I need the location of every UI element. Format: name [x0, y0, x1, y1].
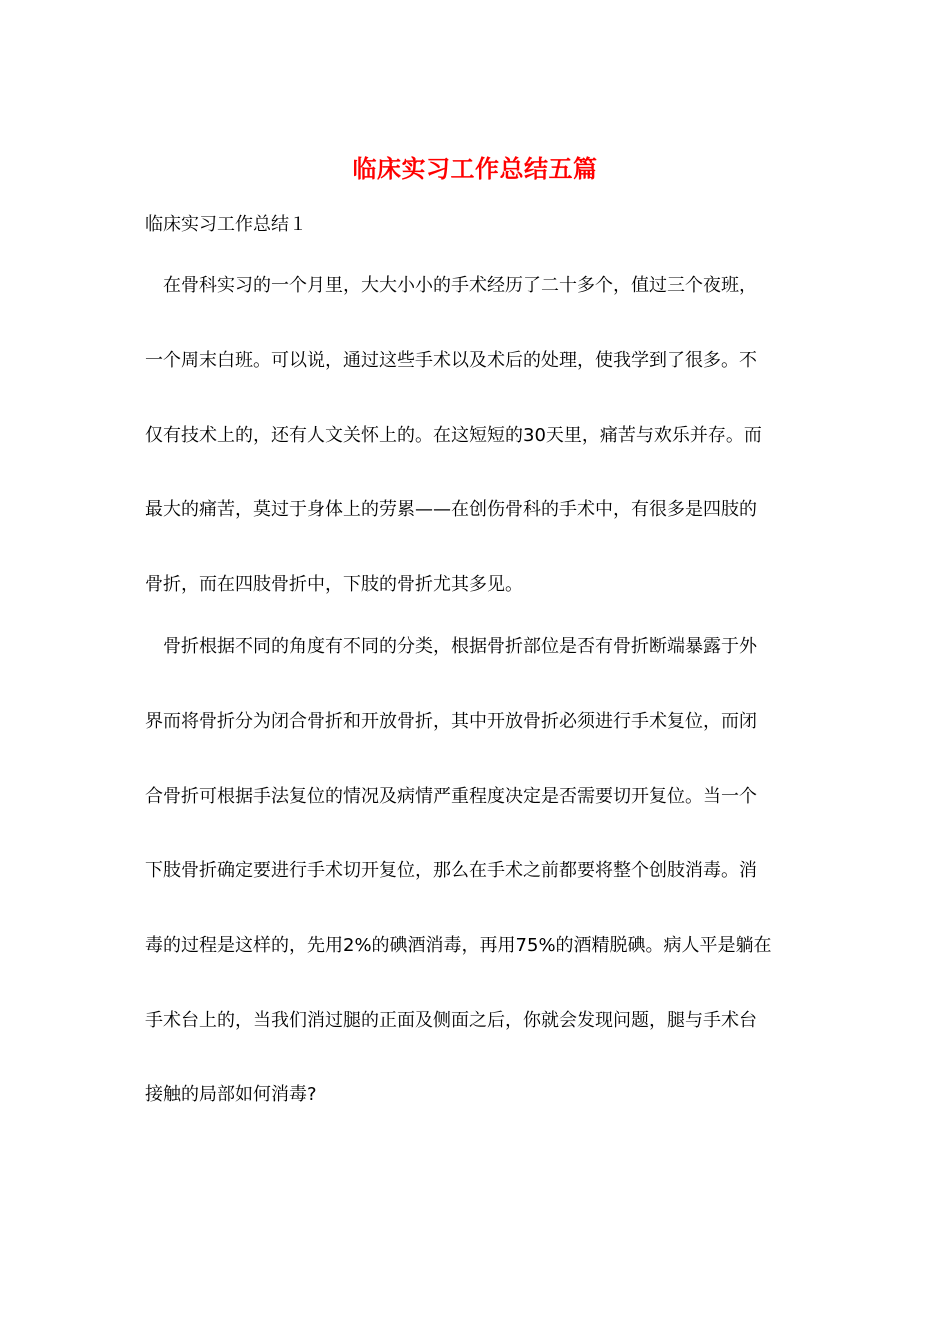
paragraph-2-line-4: 下肢骨折确定要进行手术切开复位，那么在手术之前都要将整个创肢消毒。消: [145, 860, 757, 881]
paragraph-2-line-2: 界而将骨折分为闭合骨折和开放骨折，其中开放骨折必须进行手术复位，而闭: [145, 711, 757, 732]
paragraph-2-line-5: 毒的过程是这样的，先用2%的碘酒消毒，再用75%的酒精脱碘。病人平是躺在: [145, 935, 772, 956]
paragraph-2-line-3: 合骨折可根据手法复位的情况及病情严重程度决定是否需要切开复位。当一个: [145, 786, 757, 807]
document-title: 临床实习工作总结五篇: [352, 155, 598, 183]
paragraph-1-line-4: 最大的痛苦，莫过于身体上的劳累——在创伤骨科的手术中，有很多是四肢的: [145, 499, 757, 520]
section-heading: 临床实习工作总结１: [145, 214, 307, 235]
paragraph-1-line-1: 在骨科实习的一个月里，大大小小的手术经历了二十多个，值过三个夜班，: [163, 275, 757, 296]
paragraph-2-line-6: 手术台上的，当我们消过腿的正面及侧面之后，你就会发现问题，腿与手术台: [145, 1010, 757, 1031]
paragraph-2-line-7: 接触的局部如何消毒?: [145, 1084, 317, 1105]
paragraph-2-line-1: 骨折根据不同的角度有不同的分类，根据骨折部位是否有骨折断端暴露于外: [163, 636, 757, 657]
paragraph-1-line-2: 一个周末白班。可以说，通过这些手术以及术后的处理，使我学到了很多。不: [145, 350, 757, 371]
paragraph-1-line-3: 仅有技术上的，还有人文关怀上的。在这短短的30天里，痛苦与欢乐并存。而: [145, 425, 762, 446]
paragraph-1-line-5: 骨折，而在四肢骨折中，下肢的骨折尤其多见。: [145, 574, 523, 595]
